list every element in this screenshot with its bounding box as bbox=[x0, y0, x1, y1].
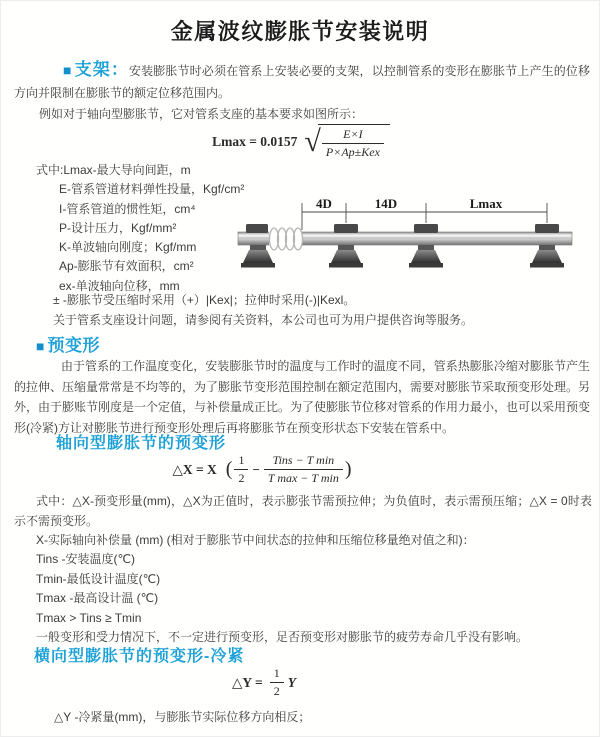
delta-x-description: 式中：△X-预变形量(mm)，△X为正值时，表示膨张节需预拉伸；为负值时，表示需预压缩；△X = 0时表示不需预变形。 bbox=[14, 494, 592, 528]
pipe-support-2 bbox=[329, 224, 363, 268]
delta-y-note: △Y -冷紧量(mm)，与膨胀节实际位移方向相反； bbox=[54, 710, 311, 724]
kex-sign-note: ± -膨胀节受压缩时采用（+）|Kex|；拉伸时采用(-)|Kexl。 bbox=[53, 293, 356, 307]
temperature-fraction: $\frac{\text{Tins − T min}}{\text{T max − T min}}$ bbox=[264, 453, 343, 486]
variable-line: Tins -安装温度(℃) bbox=[36, 552, 136, 567]
close-paren: ) bbox=[344, 458, 352, 480]
pipe-support-4 bbox=[530, 224, 564, 268]
note-line: 一般变形和受力情况下，不一定进行预变形，足否预变形对膨胀节的疲劳寿命几乎没有影响。 bbox=[36, 630, 529, 645]
variable-line: Tmax -最高设计温 (℃) bbox=[36, 591, 159, 606]
support-paragraph bbox=[14, 59, 590, 104]
axial-subsection-heading: 轴向型膨胀节的预变形 bbox=[56, 435, 227, 452]
diagram-svg bbox=[236, 194, 584, 292]
lateral-subsection-heading: 横向型膨胀节的预变形-冷紧 bbox=[34, 648, 245, 665]
radical-sign: √ bbox=[304, 125, 321, 159]
pipe-support-3 bbox=[409, 224, 443, 268]
fraction-denominator: P×Ap±Kex bbox=[325, 145, 380, 159]
variable-line: Tmax > Tins ≥ Tmin bbox=[36, 610, 142, 625]
dim-label-14d: 14D bbox=[374, 196, 398, 211]
section-marker-icon: ■ bbox=[63, 62, 72, 78]
open-paren: ( bbox=[225, 458, 233, 480]
variable-line: X-实际轴向补偿量 (mm) (相对于膨胀节中间状态的拉伸和压缩位移量绝对值之和)： bbox=[36, 533, 475, 547]
delta-y-formula bbox=[1, 666, 600, 699]
predeform-paragraph: 由于管系的工作温度变化，安装膨胀节时的温度与工作时的温度不同，管系热膨胀冷缩对膨胀节产生的拉伸、压缩量常常是不均等的，为了膨胀节变形范围控制在额定范围内，需要对膨胀节采取预变形处理。另外，由于膨账节刚度是一个定值，与补偿量成正比。为了使膨胀节位移对管系的作用力最小，也可以采用预变形(冷紧)方让对膨胀节进行预变形处理后再将膨胀节在预变形状态下安装在管系中。 bbox=[14, 359, 591, 435]
page-title: 金属波纹膨胀节安装说明 bbox=[170, 19, 430, 44]
half-fraction: $\frac{1}{2}$ bbox=[234, 453, 248, 486]
lmax-formula bbox=[1, 124, 600, 160]
minus-operator: − bbox=[252, 461, 260, 477]
sqrt-expression bbox=[304, 124, 389, 160]
formula-rhs: Y bbox=[287, 674, 296, 690]
formula-lhs: △X = X bbox=[172, 461, 217, 477]
axial-variables-list bbox=[36, 531, 528, 647]
section-marker-icon: ■ bbox=[36, 338, 45, 354]
support-section-heading: 支架： bbox=[74, 60, 129, 79]
bellows-icon bbox=[269, 227, 303, 251]
formula-variables-list bbox=[36, 161, 244, 296]
dim-label-lmax: Lmax bbox=[469, 196, 503, 211]
variable-line: I-管系管道的惯性矩，cm⁴ bbox=[59, 201, 196, 216]
delta-x-formula bbox=[1, 453, 600, 486]
variable-line: Tmin-最低设计温度(℃) bbox=[36, 571, 161, 586]
variable-line: 式中:Lmax-最大导向间距，m bbox=[36, 163, 191, 177]
formula-lhs: △Y = bbox=[232, 674, 263, 690]
consulting-note: 关于管系支座设计问题，请参阅有关资料，本公司也可为用户提供咨询等服务。 bbox=[53, 313, 474, 327]
variable-line: K-单波轴向刚度；Kgf/mm bbox=[59, 240, 197, 255]
support-example-line: 例如对于轴向型膨胀节，它对管系支座的基本要求如图所示： bbox=[39, 107, 364, 121]
predeform-section-heading: ■ 预变形 bbox=[36, 336, 100, 355]
formula-lhs: Lmax = 0.0157 bbox=[212, 134, 298, 149]
variable-line: P-设计压力，Kgf/mm² bbox=[59, 220, 177, 235]
variable-line: E-管系管道材料弹性投量，Kgf/cm² bbox=[59, 182, 245, 197]
variable-line: Ap-膨胀节有效面积，cm² bbox=[59, 259, 194, 274]
dim-label-4d: 4D bbox=[316, 196, 332, 211]
support-intro-text: 安装膨胀节时必须在管系上安装必要的支架，以控制管系的变形在膨胀节上产生的位移方向并限制在膨胀节的额定位移范围内。 bbox=[14, 64, 590, 100]
fraction-numerator: E×I bbox=[322, 127, 384, 144]
pipe-support-diagram bbox=[236, 194, 584, 292]
half-fraction: $\frac{1}{2}$ bbox=[270, 666, 284, 699]
formula-fraction bbox=[322, 127, 384, 160]
variable-line: ex-单波轴向位移，mm bbox=[59, 278, 180, 293]
